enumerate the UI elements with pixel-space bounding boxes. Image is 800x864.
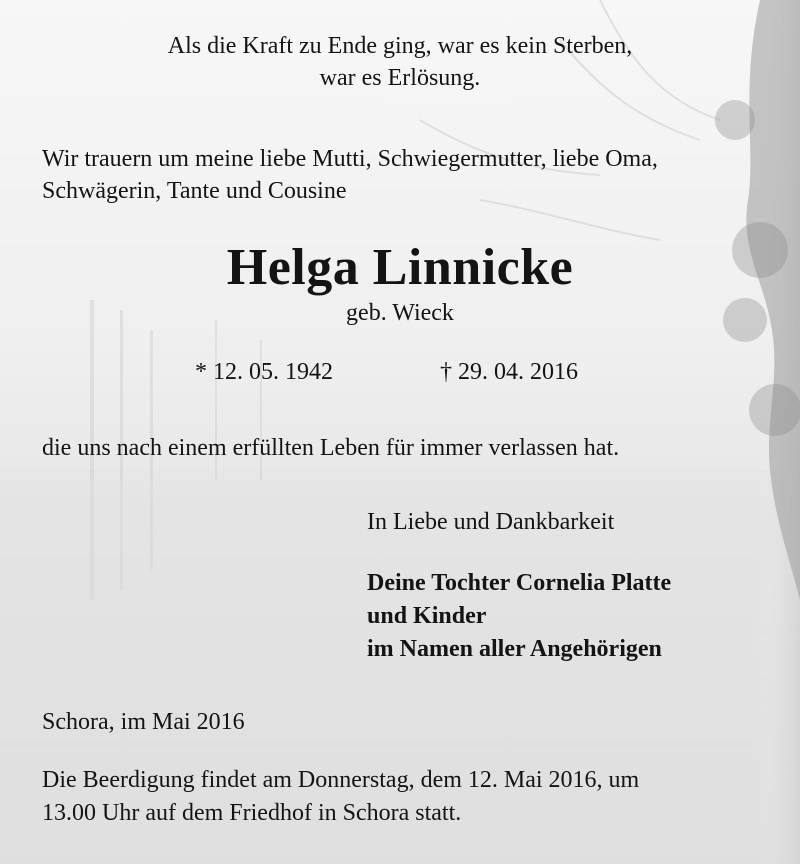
birth-name: geb. Wieck: [346, 300, 454, 326]
funeral-line-1: Die Beerdigung findet am Donnerstag, dem 12. Mai 2016, um: [42, 767, 640, 793]
signatory-line-3: im Namen aller Angehörigen: [367, 636, 662, 662]
death-date: † 29. 04. 2016: [440, 359, 578, 385]
closing: In Liebe und Dankbarkeit: [367, 509, 615, 535]
motto-line-1: Als die Kraft zu Ende ging, war es kein Sterben,: [167, 33, 633, 59]
place-date: Schora, im Mai 2016: [42, 709, 245, 735]
birth-date: * 12. 05. 1942: [195, 359, 333, 385]
intro-line-1: Wir trauern um meine liebe Mutti, Schwiegermutter, liebe Oma,: [42, 146, 658, 172]
motto-line-2: war es Erlösung.: [319, 65, 481, 91]
signatory-line-1: Deine Tochter Cornelia Platte: [367, 570, 672, 596]
deceased-name: Helga Linnicke: [226, 239, 574, 296]
intro-line-2: Schwägerin, Tante und Cousine: [42, 178, 347, 204]
statement: die uns nach einem erfüllten Leben für immer verlassen hat.: [42, 435, 620, 461]
funeral-line-2: 13.00 Uhr auf dem Friedhof in Schora statt.: [42, 800, 462, 826]
signatory-line-2: und Kinder: [367, 603, 487, 629]
